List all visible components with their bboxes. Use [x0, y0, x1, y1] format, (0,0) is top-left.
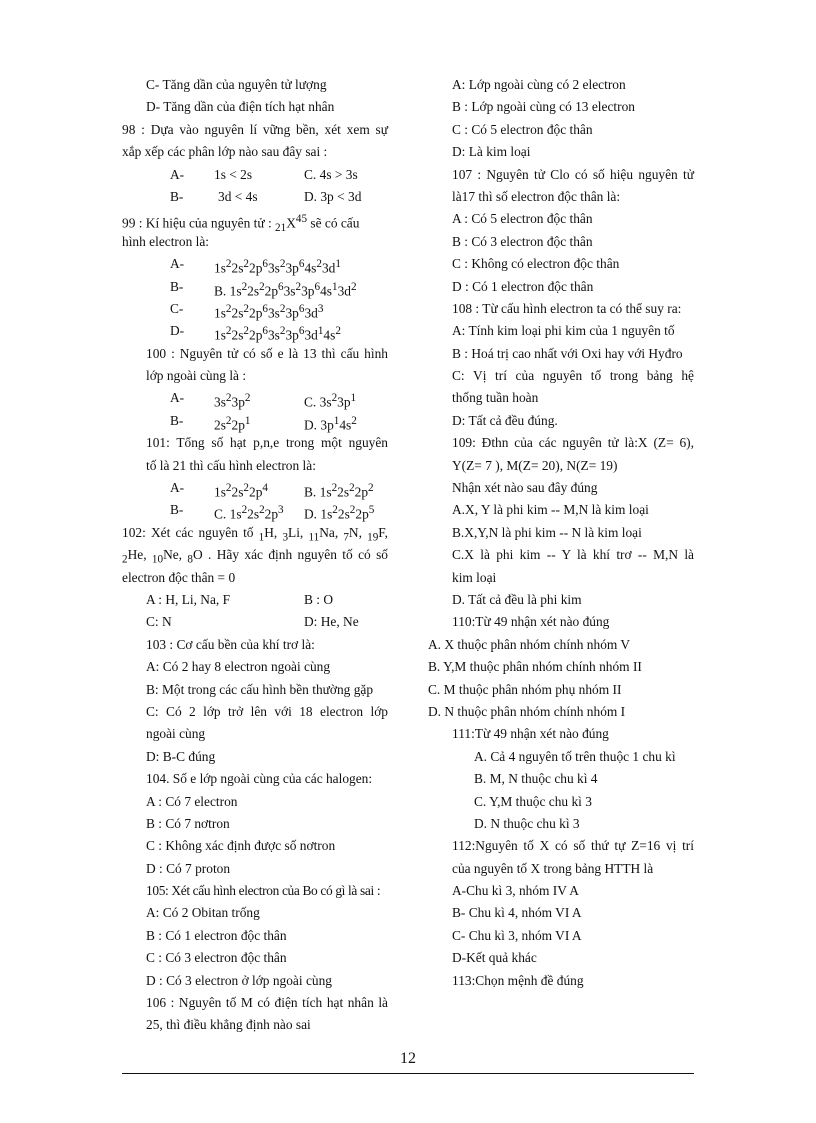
- option: D : Có 3 electron ở lớp ngoài cùng: [146, 972, 332, 988]
- option: D: Là kim loại: [452, 144, 531, 160]
- option-row: [122, 499, 388, 521]
- question-100: 100 : Nguyên tử có số e là 13 thì cấu hình: [146, 345, 388, 361]
- text: B.: [304, 484, 320, 500]
- option-cont: kim loại: [452, 569, 497, 585]
- page-number: 12: [400, 1050, 416, 1067]
- option-key: A-: [170, 390, 185, 406]
- config-formula: C. $3s^23p^1$: [304, 392, 357, 410]
- question-98: 98 : Dựa vào nguyên lí vững bền, xét xem sự: [122, 121, 388, 137]
- option-cont: thống tuần hoàn: [452, 390, 539, 406]
- question-112: 112:Nguyên tố X có số thứ tự Z=16 vị trí: [452, 838, 694, 854]
- question-98-cont: xắp xếp các phân lớp nào sau đây sai :: [122, 144, 328, 160]
- option: B : Có 3 electron độc thân: [452, 233, 593, 249]
- config-formula: D. $3p^14s^2$: [304, 414, 357, 433]
- question-102: 102: Xét các nguyên tố $_1$H, $_3$Li, $_{11}$Na, $_7$N, $_{19}$F,: [122, 524, 389, 544]
- option: B : Lớp ngoài cùng có 13 electron: [452, 99, 635, 115]
- option: B. Y,M thuộc phân nhóm chính nhóm II: [428, 659, 642, 675]
- left-column: [122, 74, 388, 1037]
- option: A : Có 7 electron: [146, 793, 238, 809]
- option-row: [122, 186, 388, 208]
- option-row: [122, 611, 388, 633]
- option-row: [122, 276, 388, 298]
- question-106-cont: 25, thì điều khẳng định nào sai: [146, 1017, 311, 1033]
- option: B.X,Y,N là phi kim -- N là kim loại: [452, 524, 642, 540]
- option: B- Chu kì 4, nhóm VI A: [452, 905, 582, 921]
- option: B : Có 7 nơtron: [146, 815, 230, 831]
- sup: 45: [295, 213, 308, 226]
- text-line: D- Tăng dần của điện tích hạt nhân: [146, 99, 335, 115]
- config-formula: $1s^22s^22p^4$: [214, 482, 268, 500]
- text: X: [286, 215, 296, 231]
- question-109: 109: Đthn của các nguyên tử là:X (Z= 6),: [452, 435, 694, 451]
- question-104: 104. Số e lớp ngoài cùng của các halogen:: [146, 771, 373, 787]
- option: A: Có 2 hay 8 electron ngoài cùng: [146, 659, 331, 675]
- option: D-Kết quả khác: [452, 950, 537, 966]
- option: A.X, Y là phi kim -- M,N là kim loại: [452, 502, 649, 518]
- option: A: Có 2 Obitan trống: [146, 905, 260, 921]
- option-cont: ngoài cùng: [146, 726, 206, 742]
- config-formula: D. $1s^22s^22p^5$: [304, 504, 375, 522]
- option-row: [122, 253, 388, 275]
- option-key: B-: [170, 502, 184, 518]
- option-row: [122, 387, 388, 409]
- config-formula: $3s^23p^2$: [214, 392, 251, 410]
- option-row: [122, 298, 388, 320]
- option: B. M, N thuộc chu kì 4: [474, 771, 598, 787]
- option: D: He, Ne: [304, 614, 359, 630]
- text: C.: [214, 506, 230, 522]
- right-column: [428, 74, 694, 992]
- text: D.: [304, 417, 321, 433]
- question-109-cont: Nhận xét nào sau đây đúng: [452, 480, 598, 496]
- option: C: Có 2 lớp trở lên với 18 electron lớp: [146, 703, 388, 719]
- option: A : H, Li, Na, F: [146, 591, 231, 607]
- sub: 21: [275, 222, 287, 235]
- option: C. M thuộc phân nhóm phụ nhóm II: [428, 681, 622, 697]
- text: C.: [304, 394, 320, 410]
- option-value: C. 4s > 3s: [304, 166, 358, 182]
- text: 102: Xét các nguyên tố: [122, 524, 259, 540]
- config-formula: $1s^22s^22p^63s^23p^64s^23d^1$: [214, 258, 341, 276]
- question-103: 103 : Cơ cấu bền của khí trơ là:: [146, 636, 315, 652]
- option-row: [122, 320, 388, 342]
- option: C. Y,M thuộc chu kì 3: [474, 793, 592, 809]
- config-formula: $1s^22s^22p^63s^23p^63d^14s^2$: [214, 325, 341, 343]
- text: D.: [304, 506, 321, 522]
- option: A : Có 5 electron độc thân: [452, 211, 593, 227]
- text: 99 : Kí hiệu của nguyên tử :: [122, 215, 276, 231]
- option: D. Tất cả đều là phi kim: [452, 591, 582, 607]
- config-formula: $2s^22p^1$: [214, 414, 251, 433]
- text: B.: [214, 282, 230, 298]
- text: . Hãy xác định nguyên tố có số: [208, 547, 388, 563]
- option: A: Lớp ngoài cùng có 2 electron: [452, 77, 626, 92]
- footer-divider: [122, 1073, 694, 1074]
- option-value: 3d < 4s: [218, 188, 258, 204]
- option: A-Chu kì 3, nhóm IV A: [452, 883, 579, 899]
- option: B : Có 1 electron độc thân: [146, 927, 287, 943]
- option: C: Vị trí của nguyên tố trong bảng hệ: [452, 368, 694, 384]
- question-105: 105: Xét cấu hình electron của Bo có gì là sai :: [146, 883, 381, 899]
- config-formula: B. $1s^22s^22p^2$: [304, 482, 374, 500]
- question-101: 101: Tổng số hạt p,n,e trong một nguyên: [146, 435, 388, 451]
- question-102-cont: electron độc thân = 0: [122, 569, 236, 585]
- question-99-cont: hình electron là:: [122, 233, 210, 249]
- option: D : Có 1 electron độc thân: [452, 278, 594, 294]
- text-line: C- Tăng dần của nguyên tử lượng: [146, 77, 327, 92]
- option: A. Cả 4 nguyên tố trên thuộc 1 chu kì: [474, 748, 676, 764]
- option-value: 1s < 2s: [214, 166, 253, 182]
- config-formula: $1s^22s^22p^63s^23p^63d^3$: [214, 302, 324, 321]
- question-100-cont: lớp ngoài cùng là :: [146, 368, 247, 384]
- option: D: Tất cả đều đúng.: [452, 412, 558, 428]
- option: D : Có 7 proton: [146, 860, 231, 876]
- question-111: 111:Từ 49 nhận xét nào đúng: [452, 726, 609, 742]
- option: A: Tính kim loại phi kim của 1 nguyên tố: [452, 323, 675, 339]
- option-key: A-: [170, 480, 185, 496]
- option: A. X thuộc phân nhóm chính nhóm V: [428, 636, 631, 652]
- config-formula: B. $1s^22s^22p^63s^23p^64s^13d^2$: [214, 280, 357, 298]
- question-109-cont: Y(Z= 7 ), M(Z= 20), N(Z= 19): [452, 457, 618, 473]
- question-107: 107 : Nguyên tử Clo có số hiệu nguyên tử: [452, 166, 694, 182]
- question-99: [122, 208, 388, 235]
- option-row: [122, 477, 388, 499]
- question-107-cont: là17 thì số electron độc thân là:: [452, 188, 621, 204]
- question-112-cont: của nguyên tố X trong bảng HTTH là: [452, 860, 654, 876]
- option-row: [122, 164, 388, 186]
- question-106: 106 : Nguyên tố M có điện tích hạt nhân là: [146, 995, 388, 1011]
- config-formula: C. $1s^22s^22p^3$: [214, 504, 284, 522]
- question-113: 113:Chọn mệnh đề đúng: [452, 972, 584, 988]
- option: C- Chu kì 3, nhóm VI A: [452, 927, 582, 943]
- option: C: N: [146, 614, 172, 630]
- question-110: 110:Từ 49 nhận xét nào đúng: [452, 614, 610, 630]
- option-key: D-: [170, 323, 185, 339]
- option-row: [122, 589, 388, 611]
- question-101-cont: tố là 21 thì cấu hình electron là:: [146, 457, 316, 473]
- option: D. N thuộc phân nhóm chính nhóm I: [428, 703, 626, 719]
- option: C : Không xác định được số nơtron: [146, 838, 336, 854]
- option-row: [122, 410, 388, 432]
- option: C : Không có electron độc thân: [452, 256, 620, 272]
- option-key: A-: [170, 166, 185, 182]
- question-108: 108 : Từ cấu hình electron ta có thể suy ra:: [452, 300, 682, 316]
- option-key: A-: [170, 256, 185, 272]
- option-key: B-: [170, 278, 184, 294]
- option: C.X là phi kim -- Y là khí trơ -- M,N là: [452, 547, 694, 563]
- text: sẽ có cấu: [307, 215, 360, 231]
- option-key: B-: [170, 188, 184, 204]
- option: C : Có 3 electron độc thân: [146, 950, 287, 966]
- option: B : O: [304, 591, 334, 607]
- question-102-cont: $_2$He, $_{10}$Ne, $_8$O . Hãy xác định nguyên tố có số: [122, 547, 388, 566]
- option: B : Hoá trị cao nhất với Oxi hay với Hyđro: [452, 345, 683, 361]
- option-key: B-: [170, 412, 184, 428]
- option: B: Một trong các cấu hình bền thường gặp: [146, 681, 374, 697]
- option: D: B-C đúng: [146, 748, 216, 764]
- option-key: C-: [170, 300, 184, 316]
- option-value: D. 3p < 3d: [304, 188, 362, 204]
- option: D. N thuộc chu kì 3: [474, 815, 580, 831]
- option: C : Có 5 electron độc thân: [452, 121, 593, 137]
